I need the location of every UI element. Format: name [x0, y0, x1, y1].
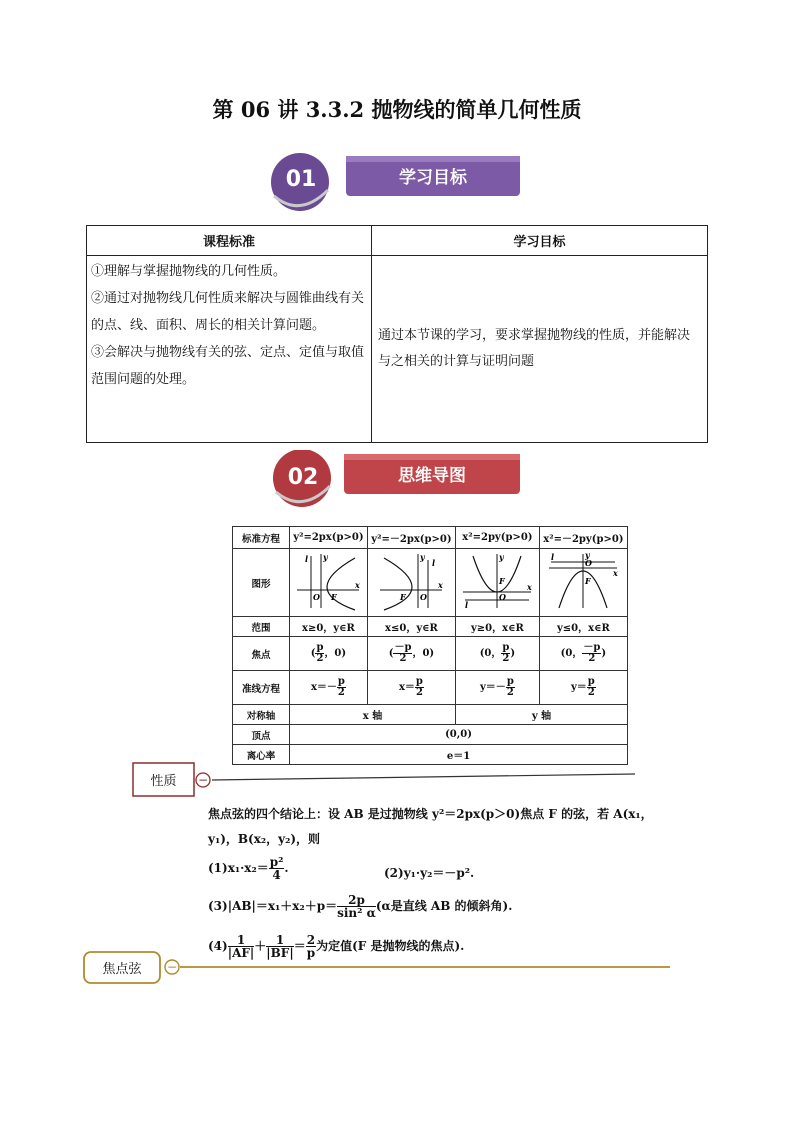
directrix-3: y＝－ $\frac{p}{2}$: [456, 671, 540, 705]
svg-text:l: l: [432, 558, 436, 568]
row-label-directrix: 准线方程: [233, 671, 290, 705]
section-02-label: 思维导图: [398, 466, 466, 486]
focus-4: (0， $\frac{-p}{2}$ ): [539, 637, 627, 671]
conclusion-2: (2)y₁·y₂＝－p².: [384, 866, 475, 880]
collapse-icon-2[interactable]: −: [166, 960, 178, 974]
standard-3: ③会解决与抛物线有关的弦、定点、定值与取值范围问题的处理。: [91, 345, 365, 387]
directrix-1: x＝－ $\frac{p}{2}$: [290, 671, 368, 705]
parabola-left-graph: [376, 550, 446, 612]
parabola-properties-table: [232, 526, 628, 765]
equation-1: y²=2px(p>0): [290, 527, 368, 549]
svg-text:y: y: [499, 552, 505, 562]
row-label-eccentricity: 离心率: [233, 745, 290, 765]
equation-3: x²=2py(p>0): [456, 527, 540, 549]
parabola-down-graph: [545, 550, 621, 612]
goals-table: [86, 225, 708, 443]
equation-4: x²=－2py(p>0): [539, 527, 627, 549]
svg-text:y: y: [585, 550, 591, 560]
directrix-2: x＝ $\frac{p}{2}$: [367, 671, 455, 705]
svg-text:F: F: [400, 592, 407, 602]
standards-cell: [87, 256, 372, 443]
page-title: 第 06 讲 3.3.2 抛物线的简单几何性质: [212, 97, 582, 122]
svg-text:O: O: [499, 592, 507, 602]
parabola-right-graph: [293, 550, 363, 612]
svg-text:l: l: [305, 554, 309, 564]
row-label-range: 范围: [233, 617, 290, 637]
graph-1: [290, 549, 368, 617]
equation-2: y²=－2px(p>0): [367, 527, 455, 549]
range-2: x≤0，y∈R: [367, 617, 455, 637]
objective-cell: 通过本节课的学习，要求掌握抛物线的性质，并能解决与之相关的计算与证明问题: [372, 256, 708, 443]
conclusion-3: (3)|AB|＝x₁＋x₂＋p＝ $\frac{2p}{\text{sin² α}}$ (α是直线 AB 的倾斜角).: [208, 893, 513, 920]
svg-text:x: x: [613, 568, 619, 578]
svg-text:O: O: [585, 558, 593, 568]
goals-header-objective: 学习目标: [372, 226, 708, 256]
graph-4: [539, 549, 627, 617]
section-02-number: 02: [287, 465, 319, 490]
focal-chord-intro: 焦点弦的四个结论上：设 AB 是过抛物线 y²＝2px(p＞0)焦点 F 的弦，若 A(x₁， y₁)，B(x₂，y₂)，则: [208, 807, 653, 846]
svg-text:l: l: [465, 600, 469, 610]
axis-y: y 轴: [456, 705, 628, 725]
svg-text:x: x: [355, 580, 361, 590]
svg-text:F: F: [331, 592, 338, 602]
mind-node-focal-chord[interactable]: 焦点弦: [102, 962, 142, 977]
range-1: x≥0，y∈R: [290, 617, 368, 637]
vertex-value: (0,0): [290, 725, 628, 745]
svg-text:F: F: [585, 576, 592, 586]
focus-3: (0， $\frac{p}{2}$ ): [456, 637, 540, 671]
collapse-icon-1[interactable]: −: [197, 773, 209, 787]
standard-2: ②通过对抛物线几何性质来解决与圆锥曲线有关的点、线、面积、周长的相关计算问题。: [91, 291, 365, 333]
graph-2: [367, 549, 455, 617]
standard-1: ①理解与掌握抛物线的几何性质。: [91, 264, 287, 279]
section-01-label: 学习目标: [399, 168, 467, 188]
eccentricity-value: e＝1: [290, 745, 628, 765]
section-01-number: 01: [285, 167, 317, 192]
svg-text:y: y: [420, 552, 426, 562]
row-label-focus: 焦点: [233, 637, 290, 671]
focus-1: ( $\frac{p}{2}$ ，0): [290, 637, 368, 671]
goals-header-standard: 课程标准: [87, 226, 372, 256]
conclusion-1: (1)x₁·x₂＝ $\frac{\text{p²}}{4}$ .: [208, 855, 289, 882]
graph-3: [456, 549, 540, 617]
svg-text:O: O: [420, 592, 428, 602]
axis-x: x 轴: [290, 705, 456, 725]
range-3: y≥0，x∈R: [456, 617, 540, 637]
row-label-equation: 标准方程: [233, 527, 290, 549]
mind-node-properties[interactable]: 性质: [150, 774, 177, 789]
focus-2: ( $\frac{-p}{2}$ ，0): [367, 637, 455, 671]
row-label-graph: 图形: [233, 549, 290, 617]
svg-text:l: l: [551, 552, 555, 562]
svg-text:O: O: [313, 592, 321, 602]
range-4: y≤0，x∈R: [539, 617, 627, 637]
row-label-axis: 对称轴: [233, 705, 290, 725]
svg-text:x: x: [527, 582, 533, 592]
svg-text:x: x: [438, 580, 444, 590]
parabola-up-graph: [459, 550, 535, 612]
svg-text:F: F: [499, 576, 506, 586]
row-label-vertex: 顶点: [233, 725, 290, 745]
directrix-4: y＝ $\frac{p}{2}$: [539, 671, 627, 705]
conclusion-4: (4) $\frac{1}{|AF|}$ ＋ $\frac{1}{|BF|}$ ＝ $\frac{2}{p}$ 为定值(F 是抛物线的焦点).: [208, 933, 465, 960]
svg-text:y: y: [323, 552, 329, 562]
